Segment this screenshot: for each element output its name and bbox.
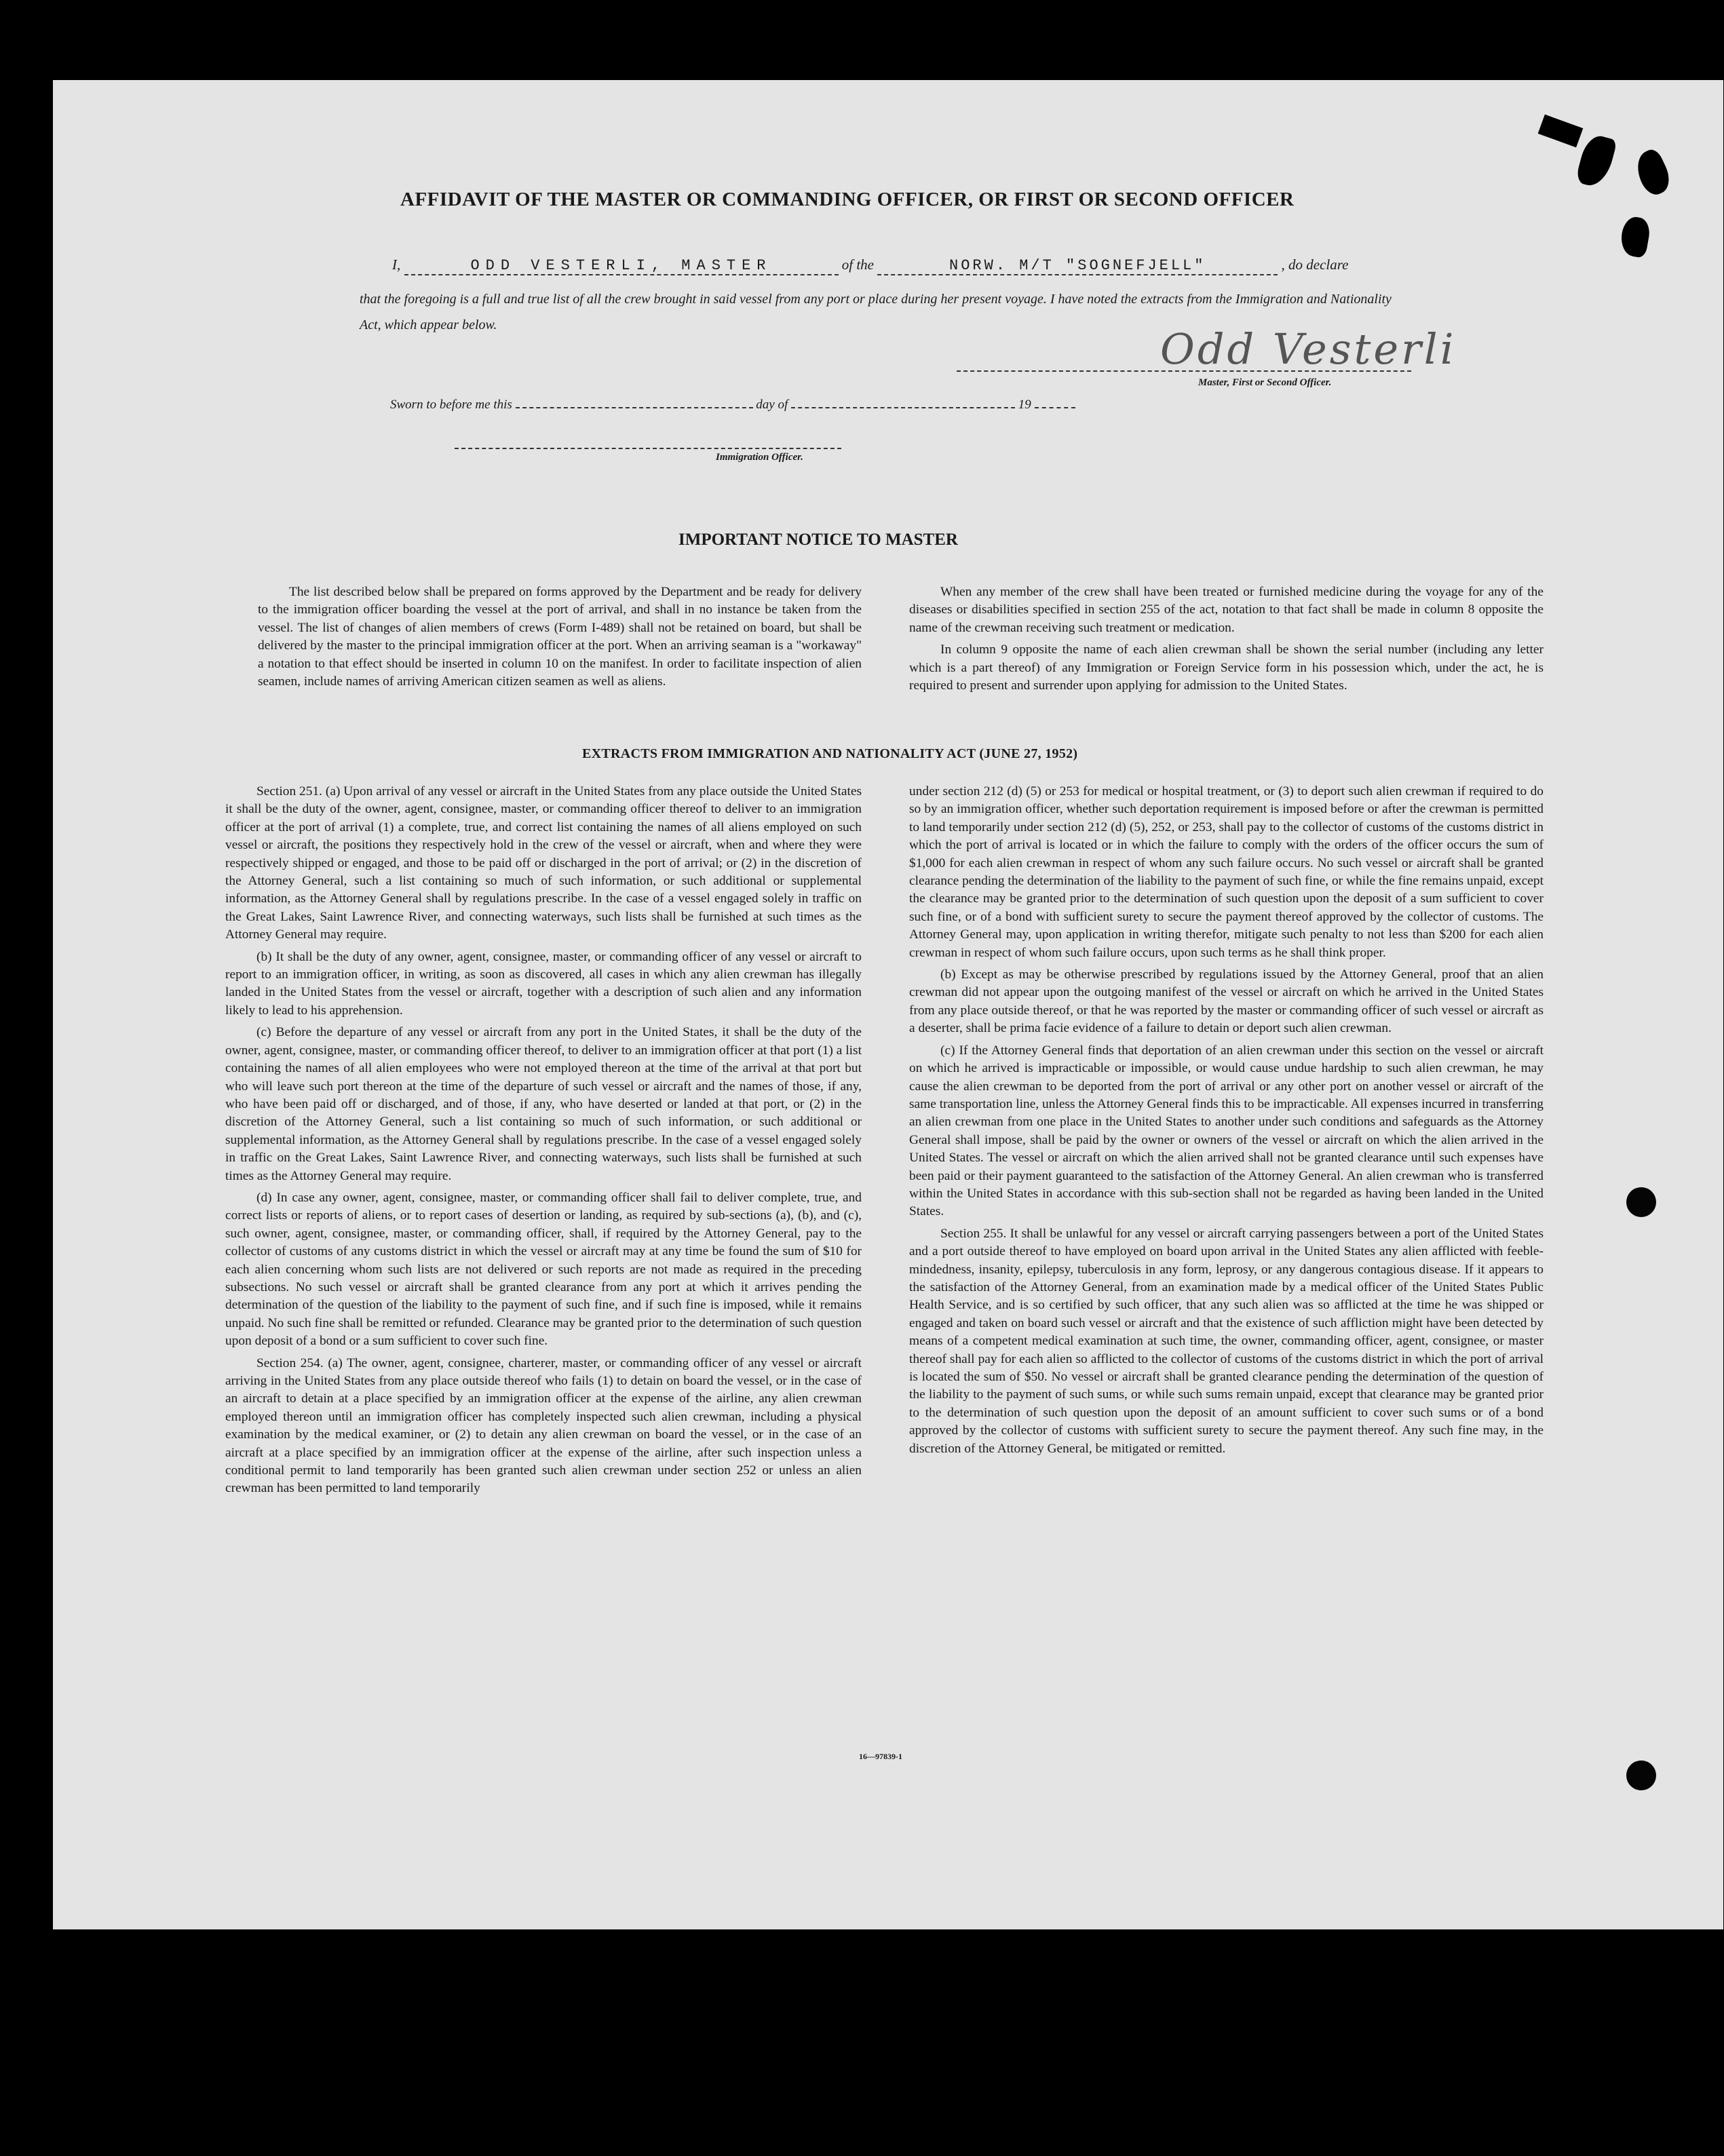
signature: Odd Vesterli xyxy=(1160,324,1457,374)
extracts-title: EXTRACTS FROM IMMIGRATION AND NATIONALITY ACT (JUNE 27, 1952) xyxy=(582,746,1078,761)
extract-paragraph: (b) Except as may be otherwise prescribed by regulations issued by the Attorney General, proof that an alien crewman did not appear upon the outgoing manifest of the vessel or aircraft on which he arrived in the United States from any place outside thereof, or that he was reported by the master or commanding officer of such vessel or aircraft as a deserter, shall be prima facie evidence of a failure to detain or deport such alien crewman. xyxy=(909,967,1544,1036)
signature-label: Master, First or Second Officer. xyxy=(1198,377,1332,388)
declarant-line xyxy=(392,256,1383,278)
day-of-label: day of xyxy=(756,398,788,412)
sworn-year-field[interactable] xyxy=(1035,398,1075,408)
sworn-month-field[interactable] xyxy=(791,398,1015,408)
signature-line[interactable] xyxy=(957,370,1411,372)
notice-right-column xyxy=(909,583,1544,699)
year-label: 19 xyxy=(1018,398,1031,412)
immigration-officer-label: Immigration Officer. xyxy=(716,452,803,463)
punch-hole xyxy=(1626,1187,1656,1217)
declaration-text: that the foregoing is a full and true list of all the crew brought in said vessel from any port or place during her present voyage. I have noted the extracts from the Immigration and Nationality Act, which appear below. xyxy=(360,292,1392,332)
notice-paragraph: The list described below shall be prepared on forms approved by the Department and be ready for delivery to the immigration officer boarding the vessel at the port of arrival, and shall in no instance be taken from the vessel. The list of changes of alien members of crews (Form I-489) shall not be retained on board, but shall be delivered by the master to the principal immigration officer at the port. When an arriving seaman is a "workaway" a notation to that effect should be inserted in column 10 on the manifest. In order to facilitate inspection of alien seamen, include names of arriving American citizen seamen as well as aliens. xyxy=(258,585,862,689)
sworn-day-field[interactable] xyxy=(516,398,753,408)
sworn-line xyxy=(390,398,1150,412)
master-name-field[interactable]: ODD VESTERLI, MASTER xyxy=(404,257,839,275)
notice-paragraph: In column 9 opposite the name of each alien crewman shall be shown the serial number (including any letter which is a part thereof) of any Immigration or Foreign Service form in his possession which, under the act, he is required to present and surrender upon applying for admission to the United States. xyxy=(909,642,1544,693)
extract-paragraph: (b) It shall be the duty of any owner, agent, consignee, master, or commanding officer of any vessel or aircraft to report to an immigration officer, in writing, as soon as discovered, all cases in which any alien crewman has illegally landed in the United States from the vessel or aircraft, together with a description of such alien and any information likely to lead to his apprehension. xyxy=(225,949,862,1018)
extract-paragraph: Section 254. (a) The owner, agent, consignee, charterer, master, or commanding officer of any vessel or aircraft arriving in the United States from any place outside thereof who fails (1) to detain on board the vessel, or in the case of an aircraft to detain at a place specified by an immigration officer at the expense of the airline, any alien crewman employed thereon until an immigration officer has completely inspected such alien crewman, including a physical examination by the medical examiner, or (2) to detain any alien crewman on board the vessel, or in the case of an aircraft at a place specified by an immigration officer at the expense of the airline, after such inspection unless a conditional permit to land temporarily has been granted such alien crewman under section 252 or unless an alien crewman has been permitted to land temporarily xyxy=(225,1355,862,1496)
extract-paragraph: under section 212 (d) (5) or 253 for medical or hospital treatment, or (3) to deport such alien crewman if required to do so by an immigration officer, whether such deportation requirement is imposed before or after the crewman is permitted to land temporarily under section 212 (d) (5), 252, or 253, shall pay to the collector of customs of the customs district in which the port of arrival is located or in which the failure to comply with the orders of the officer occurs the sum of $1,000 for each alien crewman in respect of whom any such failure occurs. No such vessel or aircraft shall be granted clearance pending the determination of the liability to the payment of such fine, or while the fine remains unpaid, except the clearance may be granted prior to the determination of such question upon the deposit of a sum sufficient to cover such fine, or of a bond with sufficient surety to secure the payment thereof approved by the collector of customs. The Attorney General may, upon application in writing therefor, mitigate such penalty to not less than $200 for each alien crewman in respect of whom such failure occurs, upon such terms as he shall think proper. xyxy=(909,784,1544,960)
affidavit-title: AFFIDAVIT OF THE MASTER OR COMMANDING OFFICER, OR FIRST OR SECOND OFFICER xyxy=(400,189,1295,210)
punch-hole xyxy=(1626,1760,1656,1790)
notice-title: IMPORTANT NOTICE TO MASTER xyxy=(678,531,958,549)
extract-paragraph: (d) In case any owner, agent, consignee, master, or commanding officer shall fail to deliver complete, true, and correct lists or reports of aliens, or to report cases of desertion or landing, as required by sub-sections (a), (b), and (c), such owner, agent, consignee, master, or commanding officer, shall, if required by the Attorney General, pay to the collector of customs of any customs district in which the vessel or aircraft may at any time be found the sum of $10 for each alien concerning whom such lists are not delivered or such reports are not made as required in the preceding subsections. No such vessel or aircraft shall be granted clearance from any port at which it arrives pending the determination of the question of the liability to the payment of such fine, and if such fine is imposed, while it remains unpaid. No such fine shall be remitted or refunded. Clearance may be granted prior to the determination of such question upon deposit of a bond or a sum sufficient to cover such fine. xyxy=(225,1190,862,1349)
vessel-name-field[interactable]: NORW. M/T "SOGNEFJELL" xyxy=(877,257,1278,275)
extract-paragraph: (c) Before the departure of any vessel or aircraft from any port in the United States, it shall be the duty of the owner, agent, consignee, master, or commanding officer thereof, to deliver to an immigration officer at that port (1) a list containing the names of all alien employees who were not employed thereon at the time of the arrival at that port but who will leave such port thereon at the time of the departure of such vessel or aircraft and the names of those, if any, who have been paid off or discharged, and of those, if any, who have deserted or landed at that port, or (2) in the discretion of the Attorney General, such a list containing so much of such information, or such additional or supplemental information, as the Attorney General shall by regulations prescribe. In the case of a vessel engaged solely in traffic on the Great Lakes, Saint Lawrence River, and connecting waterways, such lists shall be furnished at such times as the Attorney General may require. xyxy=(225,1025,862,1183)
extracts-left-column xyxy=(225,783,862,1502)
extract-paragraph: Section 255. It shall be unlawful for any vessel or aircraft carrying passengers between a port of the United States and a port outside thereof to have employed on board upon arrival in the United States any alien afflicted with feeble-mindedness, insanity, epilepsy, tuberculosis in any form, leprosy, or any dangerous contagious disease. If it appears to the satisfaction of the Attorney General, from an examination made by a medical officer of the United States Public Health Service, and is so certified by such officer, that any such alien was so afflicted at the time he was shipped or engaged and taken on board such vessel or aircraft and that the existence of such affliction might have been detected by means of a competent medical examination at such time, the owner, commanding officer, agent, consignee, or master thereof shall pay for each alien so afflicted to the collector of customs of the customs district in which the port of arrival is located the sum of $50. No vessel or aircraft shall be granted clearance pending the determination of the question of the liability to the payment of such sums, or while such sums remain unpaid, except that clearance may be granted prior to the determination of such question upon the deposit of an amount sufficient to cover such sums or of a bond approved by the collector of customs with sufficient surety to secure the payment thereof. Any such fine may, in the discretion of the Attorney General, be mitigated or remitted. xyxy=(909,1226,1544,1456)
extracts-right-column xyxy=(909,783,1544,1462)
extract-paragraph: Section 251. (a) Upon arrival of any vessel or aircraft in the United States from any place outside the United States it shall be the duty of the owner, agent, consignee, master, or commanding officer thereof to deliver to an immigration officer at the port of arrival (1) a complete, true, and correct list containing the names of all aliens employed on such vessel or aircraft, the positions they respectively hold in the crew of the vessel or aircraft, when and where they were respectively shipped or engaged, and those to be paid off or discharged in the port of arrival; or (2) in the discretion of the Attorney General, such a list containing so much of such information, or such additional or supplemental information, as the Attorney General shall by regulations prescribe. In the case of a vessel engaged solely in traffic on the Great Lakes, Saint Lawrence River, and connecting waterways, such lists shall be furnished at such times as the Attorney General may require. xyxy=(225,784,862,942)
i-label: I, xyxy=(392,256,401,273)
immigration-officer-line[interactable] xyxy=(455,448,841,449)
notice-left-column xyxy=(258,583,862,695)
notice-paragraph: When any member of the crew shall have been treated or furnished medicine during the voyage for any of the diseases or disabilities specified in section 255 of the act, notation to that fact shall be made in column 8 opposite the name of the crewman receiving such treatment or medication. xyxy=(909,585,1544,635)
extract-paragraph: (c) If the Attorney General finds that deportation of an alien crewman under this section on the vessel or aircraft on which he arrived is impracticable or impossible, or would cause undue hardship to such alien crewman, he may cause the alien crewman to be deported from the port of arrival or any other port on another vessel or aircraft of the same transportation line, unless the Attorney General finds this to be impracticable. All expenses incurred in transferring an alien crewman from one place in the United States to another under such conditions and safeguards as the Attorney General shall impose, shall be paid by the owner or owners of the vessel or aircraft on which the alien arrived in the United States. The vessel or aircraft on which the alien arrived shall not be granted clearance until such expenses have been paid or their payment guaranteed to the satisfaction of the Attorney General. An alien crewman who is transferred within the United States in accordance with this sub-section shall not be regarded as having been landed in the United States. xyxy=(909,1043,1544,1219)
of-the-label: of the xyxy=(841,256,874,273)
do-declare-label: , do declare xyxy=(1281,256,1349,273)
sworn-label: Sworn to before me this xyxy=(390,398,512,412)
form-code: 16—97839-1 xyxy=(859,1752,902,1761)
